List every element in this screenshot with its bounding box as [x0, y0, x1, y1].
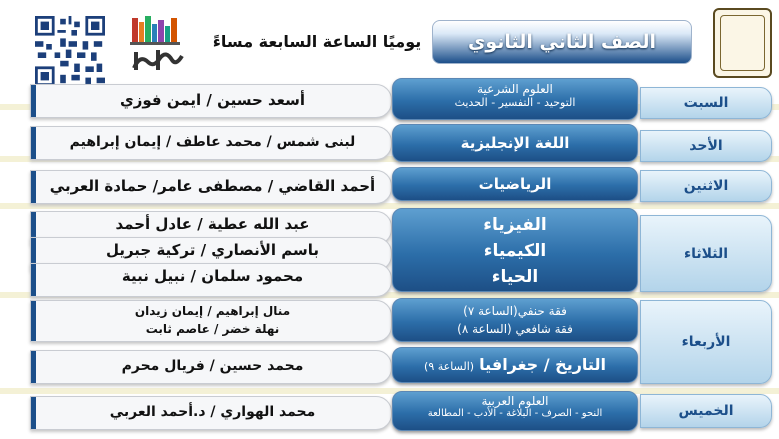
schedule-time-note: يوميًا الساعة السابعة مساءً [212, 32, 422, 51]
subject-title: فقة شافعي (الساعة ٨) [457, 322, 573, 336]
subject-title: العلوم العربية [481, 394, 549, 408]
institution-seal-icon [713, 8, 772, 78]
teacher-names-line: نهلة خضر / عاصم ثابت [145, 322, 280, 336]
subject-box [392, 208, 638, 292]
teacher-names: عبد الله عطية / عادل أحمد [115, 215, 310, 233]
subject-box [392, 391, 638, 431]
subject-title: العلوم الشرعية [477, 82, 553, 96]
subject-title: فقة حنفي(الساعة ٧) [463, 304, 567, 318]
subject-title: الحياء [491, 267, 539, 287]
books-logo-icon [126, 12, 192, 76]
teacher-names: لبنى شمس / محمد عاطف / إيمان إبراهيم [69, 134, 356, 150]
day-wednesday: الأربعاء [640, 300, 772, 384]
subject-title: التاريخ / جغرافيا [479, 355, 606, 374]
subject-box [392, 167, 638, 201]
subject-time: (الساعة ٩) [424, 360, 475, 373]
subject-box [392, 124, 638, 162]
teacher-names-line: منال إبراهيم / إيمان زيدان [134, 304, 291, 318]
day-sunday: الأحد [640, 130, 772, 162]
day-thursday: الخميس [640, 394, 772, 428]
teacher-names: باسم الأنصاري / تركية جبريل [105, 241, 320, 259]
teacher-names: أسعد حسين / ايمن فوزي [119, 91, 306, 109]
subject-title: الرياضيات [478, 175, 552, 193]
teacher-names: محمد الهواري / د.أحمد العربي [109, 404, 316, 420]
subject-details: النحو - الصرف - البلاغة - الأدب - المطالعة [427, 408, 603, 419]
subject-box [392, 298, 638, 342]
subject-title: الفيزياء [483, 215, 547, 235]
page-title: الصف الثاني الثانوي [432, 20, 692, 64]
day-tuesday: الثلاثاء [640, 215, 772, 292]
subject-details: التوحيد - التفسير - الحديث [454, 96, 576, 109]
teacher-names [40, 302, 385, 338]
subject-box [392, 78, 638, 120]
subject-title: الكيمياء [483, 241, 547, 261]
day-monday: الاثنين [640, 170, 772, 202]
qr-code-icon [33, 16, 107, 86]
teacher-names: محمود سلمان / نبيل نبية [121, 267, 304, 285]
day-saturday: السبت [640, 87, 772, 119]
teacher-names: محمد حسين / فريال محرم [121, 358, 304, 374]
subject-title: اللغة الإنجليزية [460, 134, 570, 152]
teacher-names: أحمد القاضي / مصطفى عامر/ حمادة العربي [49, 177, 376, 195]
seal-inner-border [720, 15, 765, 71]
subject-box [392, 347, 638, 383]
